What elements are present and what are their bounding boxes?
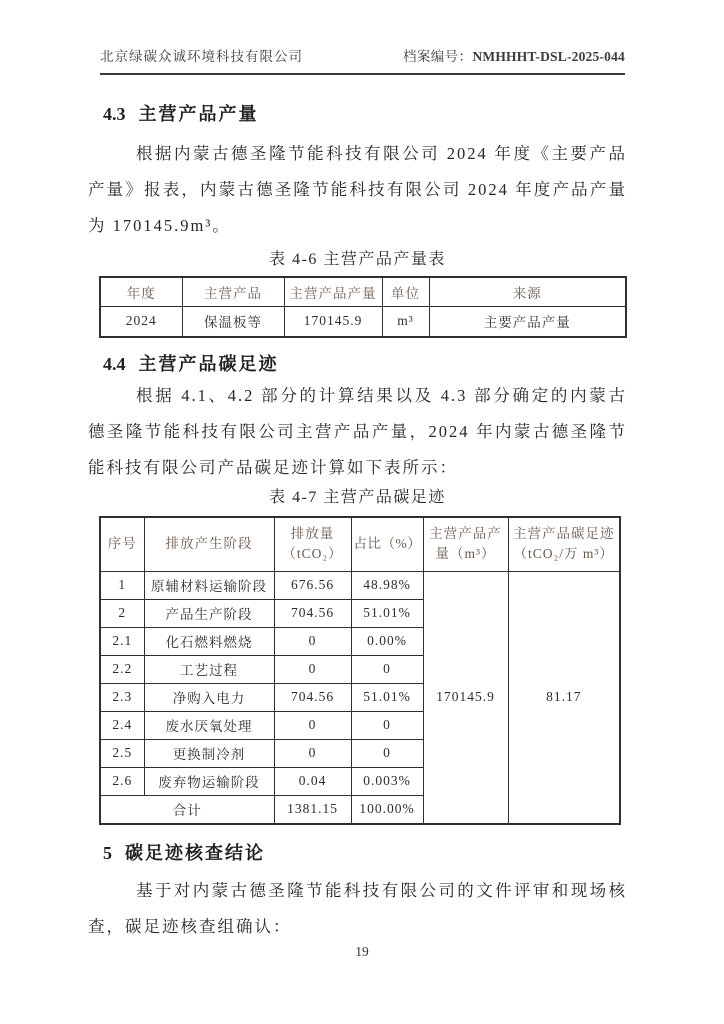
table-cell: 0 <box>274 739 351 767</box>
section-number: 4.3 <box>103 104 126 124</box>
table-cell: 0 <box>274 655 351 683</box>
column-header: 主营产品产量（m³） <box>423 517 508 571</box>
table-cell: 2.5 <box>100 739 144 767</box>
table-cell: 2.6 <box>100 767 144 795</box>
table-cell: 676.56 <box>274 571 351 599</box>
total-share-cell: 100.00% <box>351 795 423 824</box>
table-cell: 0.04 <box>274 767 351 795</box>
table-cell: 化石燃料燃烧 <box>144 627 274 655</box>
table-cell: 2.2 <box>100 655 144 683</box>
table-cell: 48.98% <box>351 571 423 599</box>
table-cell: 0 <box>351 655 423 683</box>
paragraph-5: 基于对内蒙古德圣隆节能科技有限公司的文件评审和现场核查，碳足迹核查组确认： <box>88 881 627 936</box>
table-cell: 净购入电力 <box>144 683 274 711</box>
page-content <box>88 102 627 945</box>
table-cell: 2024 <box>100 306 182 337</box>
section-heading-5 <box>88 841 627 865</box>
table-cell: 2 <box>100 599 144 627</box>
table-4-7 <box>99 516 621 825</box>
table-row <box>100 517 620 571</box>
table-cell: 废弃物运输阶段 <box>144 767 274 795</box>
table-cell: 51.01% <box>351 683 423 711</box>
table-cell: 51.01% <box>351 599 423 627</box>
table-cell: 170145.9 <box>284 306 382 337</box>
merged-cell-footprint: 81.17 <box>508 571 620 824</box>
merged-cell-production-volume: 170145.9 <box>423 571 508 824</box>
table-cell: 0 <box>351 711 423 739</box>
table-cell: 0.00% <box>351 627 423 655</box>
file-number <box>403 45 625 65</box>
column-header: 主营产品 <box>182 277 284 306</box>
section-title: 碳足迹核查结论 <box>125 843 265 863</box>
table-cell: 产品生产阶段 <box>144 599 274 627</box>
table-cell: m³ <box>382 306 429 337</box>
section-title: 主营产品碳足迹 <box>138 354 279 374</box>
column-header: 序号 <box>100 517 144 571</box>
table-row <box>100 277 626 306</box>
table-cell: 704.56 <box>274 599 351 627</box>
table-4-6 <box>99 276 627 338</box>
table-cell: 2.3 <box>100 683 144 711</box>
table-cell: 0 <box>351 739 423 767</box>
table-4-7-caption: 表 4-7 主营产品碳足迹 <box>269 489 446 506</box>
column-header: 占比（%） <box>351 517 423 571</box>
table-cell: 1 <box>100 571 144 599</box>
section-number: 5 <box>103 843 112 863</box>
section-heading-4-4 <box>88 352 627 376</box>
column-header: 主营产品产量 <box>284 277 382 306</box>
column-header: 排放量（tCO₂） <box>274 517 351 571</box>
table-cell: 0 <box>274 711 351 739</box>
column-header: 排放产生阶段 <box>144 517 274 571</box>
table-cell: 2.1 <box>100 627 144 655</box>
table-cell: 废水厌氧处理 <box>144 711 274 739</box>
file-number-value: NMHHHT-DSL-2025-044 <box>472 49 625 64</box>
section-number: 4.4 <box>103 354 126 374</box>
table-cell: 工艺过程 <box>144 655 274 683</box>
table-cell: 0.003% <box>351 767 423 795</box>
column-header: 年度 <box>100 277 182 306</box>
table-cell: 原辅材料运输阶段 <box>144 571 274 599</box>
running-header <box>100 0 625 75</box>
table-cell: 保温板等 <box>182 306 284 337</box>
table-cell: 更换制冷剂 <box>144 739 274 767</box>
table-cell: 0 <box>274 627 351 655</box>
table-4-6-caption: 表 4-6 主营产品产量表 <box>269 251 446 268</box>
paragraph-4-3: 根据内蒙古德圣隆节能科技有限公司 2024 年度《主要产品产量》报表，内蒙古德圣隆节能科技有限公司 2024 年度产品产量为 170145.9m³。 <box>88 144 627 235</box>
table-row <box>100 306 626 337</box>
section-heading-4-3 <box>88 102 627 126</box>
paragraph-4-4: 根据 4.1、4.2 部分的计算结果以及 4.3 部分确定的内蒙古德圣隆节能科技有限公司主营产品产量，2024 年内蒙古德圣隆节能科技有限公司产品碳足迹计算如下表所示： <box>88 386 627 477</box>
column-header: 单位 <box>382 277 429 306</box>
file-number-label: 档案编号： <box>402 49 473 64</box>
column-header: 主营产品碳足迹（tCO₂/万 m³） <box>508 517 620 571</box>
table-row <box>100 571 620 599</box>
section-title: 主营产品产量 <box>138 104 259 124</box>
table-cell: 主要产品产量 <box>429 306 626 337</box>
table-cell: 2.4 <box>100 711 144 739</box>
total-label-cell: 合计 <box>100 795 274 824</box>
total-emission-cell: 1381.15 <box>274 795 351 824</box>
column-header: 来源 <box>429 277 626 306</box>
company-name: 北京绿碳众诚环境科技有限公司 <box>100 49 303 64</box>
table-cell: 704.56 <box>274 683 351 711</box>
page-number: 19 <box>355 944 369 959</box>
